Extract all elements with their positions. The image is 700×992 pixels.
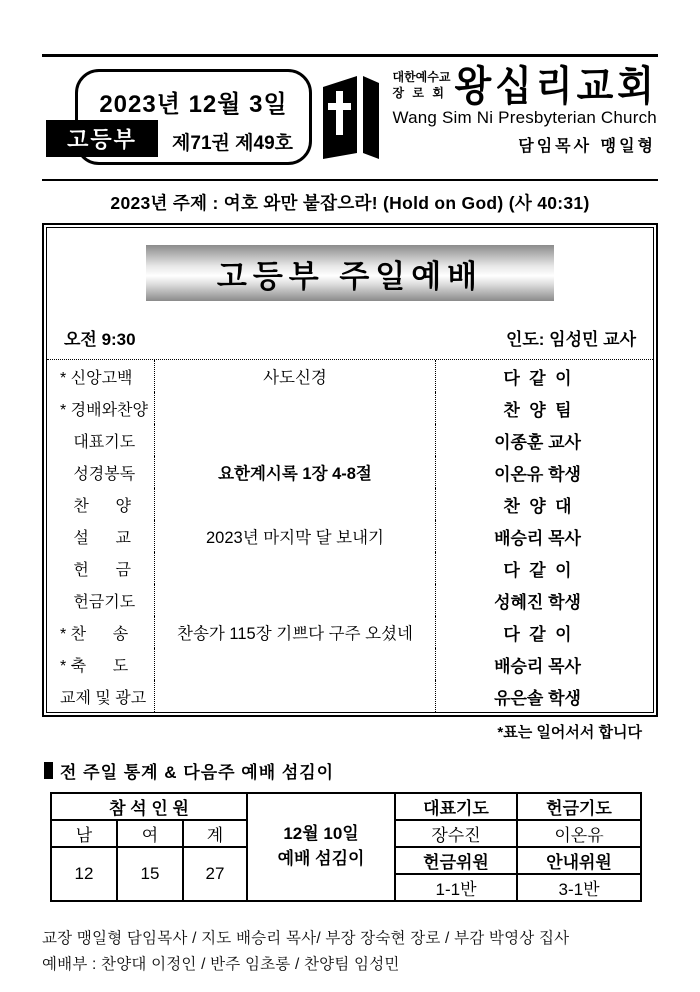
issue-number: 제71권 제49호 [172,133,293,154]
staff-footer [42,926,658,977]
order-item-label: 성경봉독 [60,465,136,483]
offering-committee-value: 1-1반 [395,874,517,901]
staff-line-2: 예배부 : 찬양대 이정인 / 반주 임초롱 / 찬양팀 임성민 [42,955,400,973]
total-count: 27 [183,847,247,901]
offering-prayer-value: 이온유 [517,820,641,847]
stats-table [50,792,642,902]
order-item-content [154,648,435,680]
next-serving-cell [247,793,395,901]
issue-date: 2023년 12월 3일 [99,91,288,118]
attendance-header: 참 석 인 원 [51,793,247,820]
stats-section-title [44,758,658,783]
header-bottom-divider [42,179,658,181]
denomination-line1: 대한예수교 [392,70,451,85]
stand-footnote: *표는 일어서서 합니다 [497,724,642,741]
usher-header: 안내위원 [517,847,641,874]
yearly-theme: 2023년 주제 : 여호 와만 붙잡으라! (Hold on God) (사 40:31) [110,193,590,213]
offering-committee-header: 헌금위원 [395,847,517,874]
order-row [47,552,653,584]
order-item-content [154,680,435,712]
order-item-person: 배승리 목사 [435,648,653,680]
order-row [47,360,653,392]
order-item-person: 다 같 이 [435,360,653,392]
serving-date: 12월 10일 [283,824,359,844]
usher-value: 3-1반 [517,874,641,901]
order-item-label: * 축 도 [60,657,129,675]
order-item-person: 찬 양 팀 [435,392,653,424]
order-item-content [154,392,435,424]
open-door-cross-icon [321,71,383,159]
order-row [47,488,653,520]
church-name: 왕십리교회 [454,61,658,110]
order-item-label: * 신앙고백 [60,369,133,387]
rep-prayer-value: 장수진 [395,820,517,847]
worship-order-inner [46,227,654,713]
order-row [47,424,653,456]
col-male: 남 [51,820,117,847]
worship-time: 오전 9:30 [64,329,136,349]
order-item-content [154,552,435,584]
col-total: 계 [183,820,247,847]
staff-line-1: 교장 맹일형 담임목사 / 지도 배승리 목사/ 부장 장숙현 장로 / 부감 박영상 집사 [42,930,570,947]
top-divider [42,54,658,57]
order-item-content: 2023년 마지막 달 보내기 [154,520,435,552]
senior-pastor: 담임목사 맹일형 [518,136,656,155]
brand-top [392,61,658,110]
order-item-label: 찬 양 [60,497,131,515]
order-item-content [154,488,435,520]
order-row [47,616,653,648]
table-row [51,793,641,820]
church-logo-group [321,61,658,159]
order-item-person: 성혜진 학생 [435,584,653,616]
col-female: 여 [117,820,183,847]
issue-box [42,67,312,165]
order-item-person: 이온유 학생 [435,456,653,488]
serving-label: 예배 섬김이 [277,849,365,868]
female-count: 15 [117,847,183,901]
order-row [47,520,653,552]
order-row [47,680,653,712]
department-badge: 고등부 [46,120,158,157]
denomination-line2: 장 로 회 [392,86,444,100]
section-marker-icon [44,762,53,779]
worship-title-banner: 고등부 주일예배 [146,245,554,301]
worship-time-row [47,315,653,359]
order-item-label: 헌 금 [60,561,131,579]
male-count: 12 [51,847,117,901]
church-brand [392,61,658,156]
order-item-label: 헌금기도 [60,593,136,611]
order-item-content [154,424,435,456]
order-item-content: 찬송가 115장 기쁘다 구주 오셨네 [154,616,435,648]
order-item-label: 설 교 [60,529,131,547]
denomination-text [392,70,450,101]
church-name-english: Wang Sim Ni Presbyterian Church [392,108,657,127]
order-row [47,392,653,424]
worship-leader: 인도: 임성민 교사 [505,329,636,349]
order-item-label: * 찬 송 [60,625,129,643]
worship-order-list [47,359,653,712]
offering-prayer-header: 헌금기도 [517,793,641,820]
order-item-person: 배승리 목사 [435,520,653,552]
order-item-content [154,584,435,616]
order-item-person: 유은솔 학생 [435,680,653,712]
rep-prayer-header: 대표기도 [395,793,517,820]
order-row [47,456,653,488]
order-item-person: 다 같 이 [435,616,653,648]
order-item-person: 다 같 이 [435,552,653,584]
order-item-content: 사도신경 [154,360,435,392]
order-item-content: 요한계시록 1장 4-8절 [154,456,435,488]
order-item-label: 교제 및 광고 [60,689,147,707]
order-row [47,648,653,680]
order-item-label: 대표기도 [60,433,136,451]
order-row [47,584,653,616]
order-item-person: 이종훈 교사 [435,424,653,456]
worship-order-box [42,223,658,717]
order-item-person: 찬 양 대 [435,488,653,520]
stats-section-label: 전 주일 통계 & 다음주 예배 섬김이 [60,763,335,782]
header [42,61,658,171]
order-item-label: * 경배와찬양 [60,401,148,419]
